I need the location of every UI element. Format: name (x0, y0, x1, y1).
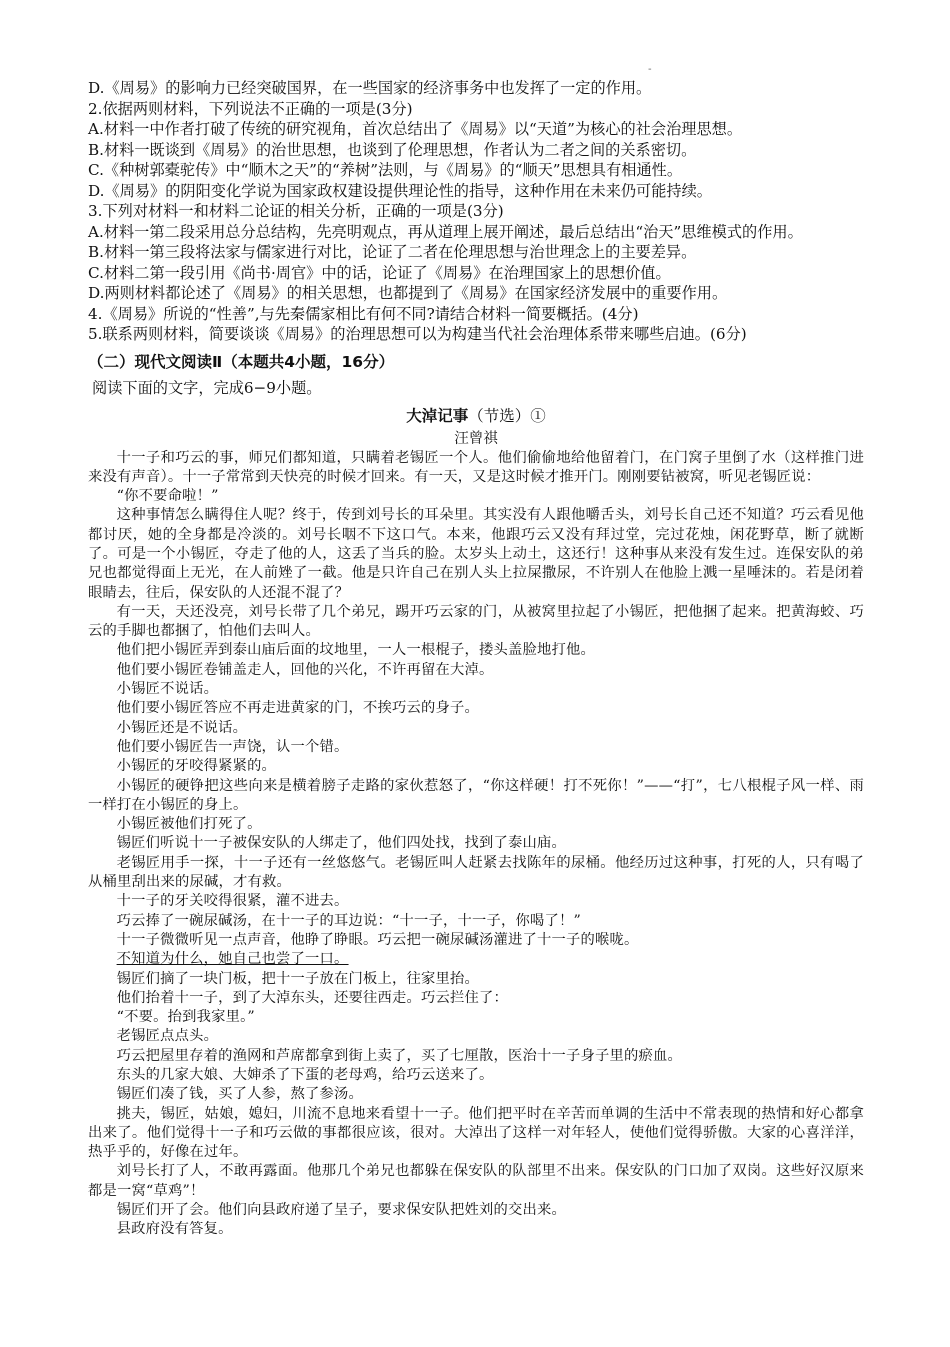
q2-option-d: D.《周易》的阴阳变化学说为国家政权建设提供理论性的指导，这种作用在未来仍可能持续。 (88, 181, 712, 200)
paragraph: 锡匠们摘了一块门板，把十一子放在门板上，往家里抬。 (116, 970, 480, 987)
paragraph: 刘号长打了人，不敢再露面。他那几个弟兄也都躲在保安队的队部里不出来。保安队的门口加了双岗。这些好汉原来都是一窝“草鸡”！ (88, 1163, 864, 1199)
paragraph: 小锡匠还是不说话。 (116, 719, 248, 736)
paragraph: 他们要小锡匠答应不再走进黄家的门，不挨巧云的身子。 (116, 700, 480, 717)
q3-option-c: C.材料二第一段引用《尚书·周官》中的话，论证了《周易》在治理国家上的思想价值。 (88, 263, 671, 282)
paragraph: 小锡匠不说话。 (116, 681, 219, 698)
paragraph: 东头的几家大娘、大婶杀了下蛋的老母鸡，给巧云送来了。 (116, 1067, 494, 1083)
q3-option-b: B.材料一第三段将法家与儒家进行对比，论证了二者在伦理思想与治世理念上的主要差异。 (88, 243, 697, 261)
paragraph: 十一子的牙关咬得很紧，灌不进去。 (116, 893, 349, 910)
paragraph: 小锡匠的硬铮把这些向来是横着膀子走路的家伙惹怒了，“你这样硬！打不死你！”——“打”，七八根棍子风一样、雨一样打在小锡匠的身上。 (88, 777, 864, 813)
q2-option-b: B.材料一既谈到《周易》的治世思想，也谈到了伦理思想，作者认为二者之间的关系密切。 (88, 140, 697, 159)
paragraph: 锡匠们凑了钱，买了人参，熬了参汤。 (116, 1086, 364, 1103)
paragraph: 巧云把屋里存着的渔网和芦席都拿到街上卖了，买了七厘散，医治十一子身子里的瘀血。 (116, 1047, 682, 1064)
paragraph: “不要。抬到我家里。” (116, 1009, 255, 1026)
q3-option-d: D.两则材料都论述了《周易》的相关思想，也都提到了《周易》在国家经济发展中的重要作用。 (88, 284, 728, 302)
paragraph: 老锡匠点点头。 (116, 1028, 219, 1045)
q3-stem: 3.下列对材料一和材料二论证的相关分析，正确的一项是(3分) (88, 202, 504, 220)
q2-stem: 2.依据两则材料，下列说法不正确的一项是(3分) (88, 99, 413, 118)
paragraph: 锡匠们开了会。他们向县政府递了呈子，要求保安队把姓刘的交出来。 (116, 1202, 566, 1219)
article-title-text: 大淖记事 (406, 406, 469, 425)
underlined-text: 不知道为什么，她自己也尝了一口。 (116, 951, 349, 968)
q4: 4.《周易》所说的“性善”,与先秦儒家相比有何不同?请结合材料一简要概括。(4分) (88, 304, 639, 323)
article-author: 汪曾祺 (454, 430, 498, 447)
paragraph: 十一子和巧云的事，师兄们都知道，只瞒着老锡匠一个人。他们偷偷地给他留着门，在门窝子里倒了水（这样推门进来没有声音）。十一子常常到天快亮的时候才回来。有一天，又是这时候才推开门。刚刚要钻被窝，听见老锡匠说： (88, 449, 864, 485)
paragraph: 老锡匠用手一探，十一子还有一丝悠悠气。老锡匠叫人赶紧去找陈年的尿桶。他经历过这种事，打死的人，只有喝了从桶里刮出来的尿碱，才有救。 (88, 854, 864, 891)
paragraph: 他们抬着十一子，到了大淖东头，还要往西走。巧云拦住了： (116, 989, 509, 1006)
section-heading: （二）现代文阅读Ⅱ（本题共4小题，16分） (88, 352, 395, 371)
q3-option-a: A.材料一第二段采用总分总结构，先亮明观点，再从道理上展开阐述，最后总结出“治天”思维模式的作用。 (88, 222, 803, 241)
article-subtitle: （节选）① (468, 406, 546, 425)
paragraph: 锡匠们听说十一子被保安队的人绑走了，他们四处找，找到了泰山庙。 (116, 835, 566, 852)
paragraph: 他们要小锡匠卷铺盖走人，回他的兴化，不许再留在大淖。 (116, 661, 494, 678)
paragraph: 巧云捧了一碗尿碱汤，在十一子的耳边说：“十一子，十一子，你喝了！” (116, 912, 582, 929)
q2-option-c: C.《种树郭橐驼传》中“顺木之天”的“养树”法则，与《周易》的“顺天”思想具有相通性。 (88, 161, 683, 179)
paragraph: 县政府没有答复。 (116, 1221, 233, 1238)
section-instruction: 阅读下面的文字，完成6−9小题。 (92, 378, 322, 397)
q5: 5.联系两则材料，简要谈谈《周易》的治理思想可以为构建当代社会治理体系带来哪些启迪。(6分) (88, 325, 747, 343)
header-mark: - (648, 64, 652, 75)
paragraph: 他们要小锡匠告一声饶，认一个错。 (116, 738, 349, 755)
paragraph: 他们把小锡匠弄到泰山庙后面的坟地里，一人一根棍子，搂头盖脸地打他。 (116, 642, 595, 659)
article-title (88, 405, 864, 427)
paragraph: 小锡匠被他们打死了。 (116, 816, 262, 833)
q2-option-a: A.材料一中作者打破了传统的研究视角，首次总结出了《周易》以“天道”为核心的社会治理思想。 (88, 120, 743, 138)
underlined-sentence (88, 950, 864, 969)
article-body (88, 449, 864, 1240)
paragraph: 有一天，天还没亮，刘号长带了几个弟兄，踢开巧云家的门，从被窝里拉起了小锡匠，把他捆了起来。把黄海蛟、巧云的手脚也都捆了，怕他们去叫人。 (88, 603, 864, 640)
q1-option-d: D.《周易》的影响力已经突破国界，在一些国家的经济事务中也发挥了一定的作用。 (88, 79, 652, 97)
paragraph: 十一子微微听见一点声音，他睁了睁眼。巧云把一碗尿碱汤灌进了十一子的喉咙。 (116, 931, 639, 948)
paragraph: 小锡匠的牙咬得紧紧的。 (116, 758, 277, 775)
paragraph: “你不要命啦！” (116, 488, 219, 505)
paragraph: 这种事情怎么瞒得住人呢？终于，传到刘号长的耳朵里。其实没有人跟他嚼舌头，刘号长自己还不知道？巧云看见他都讨厌，她的全身都是冷淡的。刘号长咽不下这口气。本来，他跟巧云又没有拜过堂，完过花烛，闲花野草，断了就断了。可是一个小锡匠，夺走了他的人，这丢了当兵的脸。太岁头上动土，这还行！这种事从来没有发生过。连保安队的弟兄也都觉得面上无光，在人前矬了一截。他是只许自己在别人头上拉屎撒尿，不许别人在他脸上溅一星唾沫的。若是闭着眼睛去，往后，保安队的人还混不混了？ (88, 507, 864, 601)
paragraph: 挑夫，锡匠，姑娘，媳妇，川流不息地来看望十一子。他们把平时在辛苦而单调的生活中不常表现的热情和好心都拿出来了。他们觉得十一子和巧云做的事都很应该，很对。大淖出了这样一对年轻人，使他们觉得骄傲。大家的心喜洋洋，热乎乎的，好像在过年。 (88, 1105, 864, 1161)
